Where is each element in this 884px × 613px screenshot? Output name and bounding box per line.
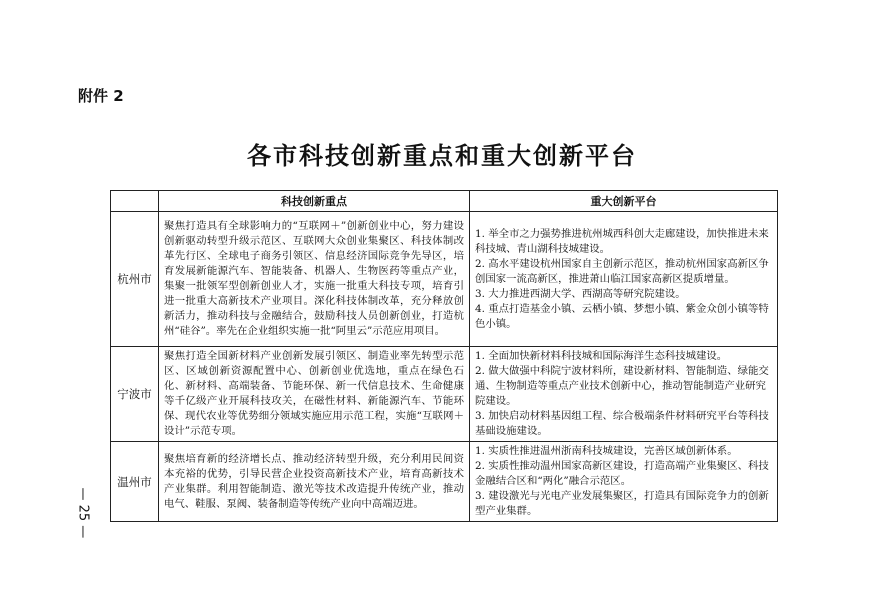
platform-cell (470, 442, 778, 522)
platform-item: 3. 大力推进西湖大学、西湖高等研究院建设。 (475, 287, 686, 300)
platform-item: 1. 全面加快新材料科技城和国际海洋生态科技城建设。 (475, 350, 728, 362)
platform-item: 3. 建设激光与光电产业发展集聚区，打造具有国际竞争力的创新型产业集群。 (475, 490, 769, 517)
page-title: 各市科技创新重点和重大创新平台 (247, 142, 637, 170)
platform-cell (470, 212, 778, 347)
city-cell: 宁波市 (111, 347, 159, 442)
platform-cell (470, 347, 778, 442)
platform-item: 4. 重点打造基金小镇、云栖小镇、梦想小镇、紫金众创小镇等特色小镇。 (475, 302, 769, 330)
header-platform: 重大创新平台 (470, 191, 778, 212)
platform-item: 1. 举全市之力强势推进杭州城西科创大走廊建设，加快推进未来科技城、青山湖科技城建设。 (475, 227, 769, 255)
table-header-row (111, 191, 778, 212)
table-row-wenzhou (111, 442, 778, 522)
focus-cell: 聚焦打造全国新材料产业创新发展引领区、制造业率先转型示范区、区域创新资源配置中心、创新创业优选地，重点在绿色石化、新材料、高端装备、节能环保、新一代信息技术、生命健康等千亿级产业开展科技攻关，在磁性材料、新能源汽车、节能环保、现代农业等优势细分领域实施应用示范工程，实施“互联网＋设计”示范专项。 (159, 347, 470, 442)
platform-item: 2. 做大做强中科院宁波材料所，建设新材料、智能制造、绿能交通、生物制造等重点产业技术创新中心，推动智能制造产业研究院建设。 (475, 365, 769, 407)
attachment-label: 附件 2 (78, 87, 124, 105)
platform-item: 2. 实质性推动温州国家高新区建设，打造高端产业集聚区、科技金融结合区和“两化”融合示范区。 (475, 460, 769, 487)
city-cell: 温州市 (111, 442, 159, 522)
table-row-ningbo (111, 347, 778, 442)
platform-item: 3. 加快启动材料基因组工程、综合极端条件材料研究平台等科技基础设施建设。 (475, 410, 769, 437)
city-cell: 杭州市 (111, 212, 159, 347)
page-number: — 25 — (75, 487, 91, 539)
focus-cell: 聚焦培育新的经济增长点、推动经济转型升级，充分利用民间资本充裕的优势，引导民营企业投资高新技术产业，培育高新技术产业集群。利用智能制造、激光等技术改造提升传统产业，推动电气、鞋服、泵阀、装备制造等传统产业向中高端迈进。 (159, 442, 470, 522)
platform-item: 2. 高水平建设杭州国家自主创新示范区，推动杭州国家高新区争创国家一流高新区，推进萧山临江国家高新区提质增量。 (475, 257, 769, 285)
innovation-table (110, 190, 778, 522)
table-row-hangzhou (111, 212, 778, 347)
header-city (111, 191, 159, 212)
platform-item: 1. 实质性推进温州浙南科技城建设，完善区域创新体系。 (475, 445, 738, 457)
header-focus: 科技创新重点 (159, 191, 470, 212)
focus-cell: 聚焦打造具有全球影响力的“互联网＋”创新创业中心，努力建设创新驱动转型升级示范区、互联网大众创业集聚区、科技体制改革先行区、全球电子商务引领区、信息经济国际竞争先导区，培育发展新能源汽车、智能装备、机器人、生物医药等重点产业，集聚一批领军型创新创业人才，实施一批重大科技专项，培育引进一批重大高新技术产业项目。深化科技体制改革，充分释放创新活力，推动科技与金融结合，鼓励科技人员创新创业，打造杭州“硅谷”。率先在企业组织实施一批“阿里云”示范应用项目。 (159, 212, 470, 347)
